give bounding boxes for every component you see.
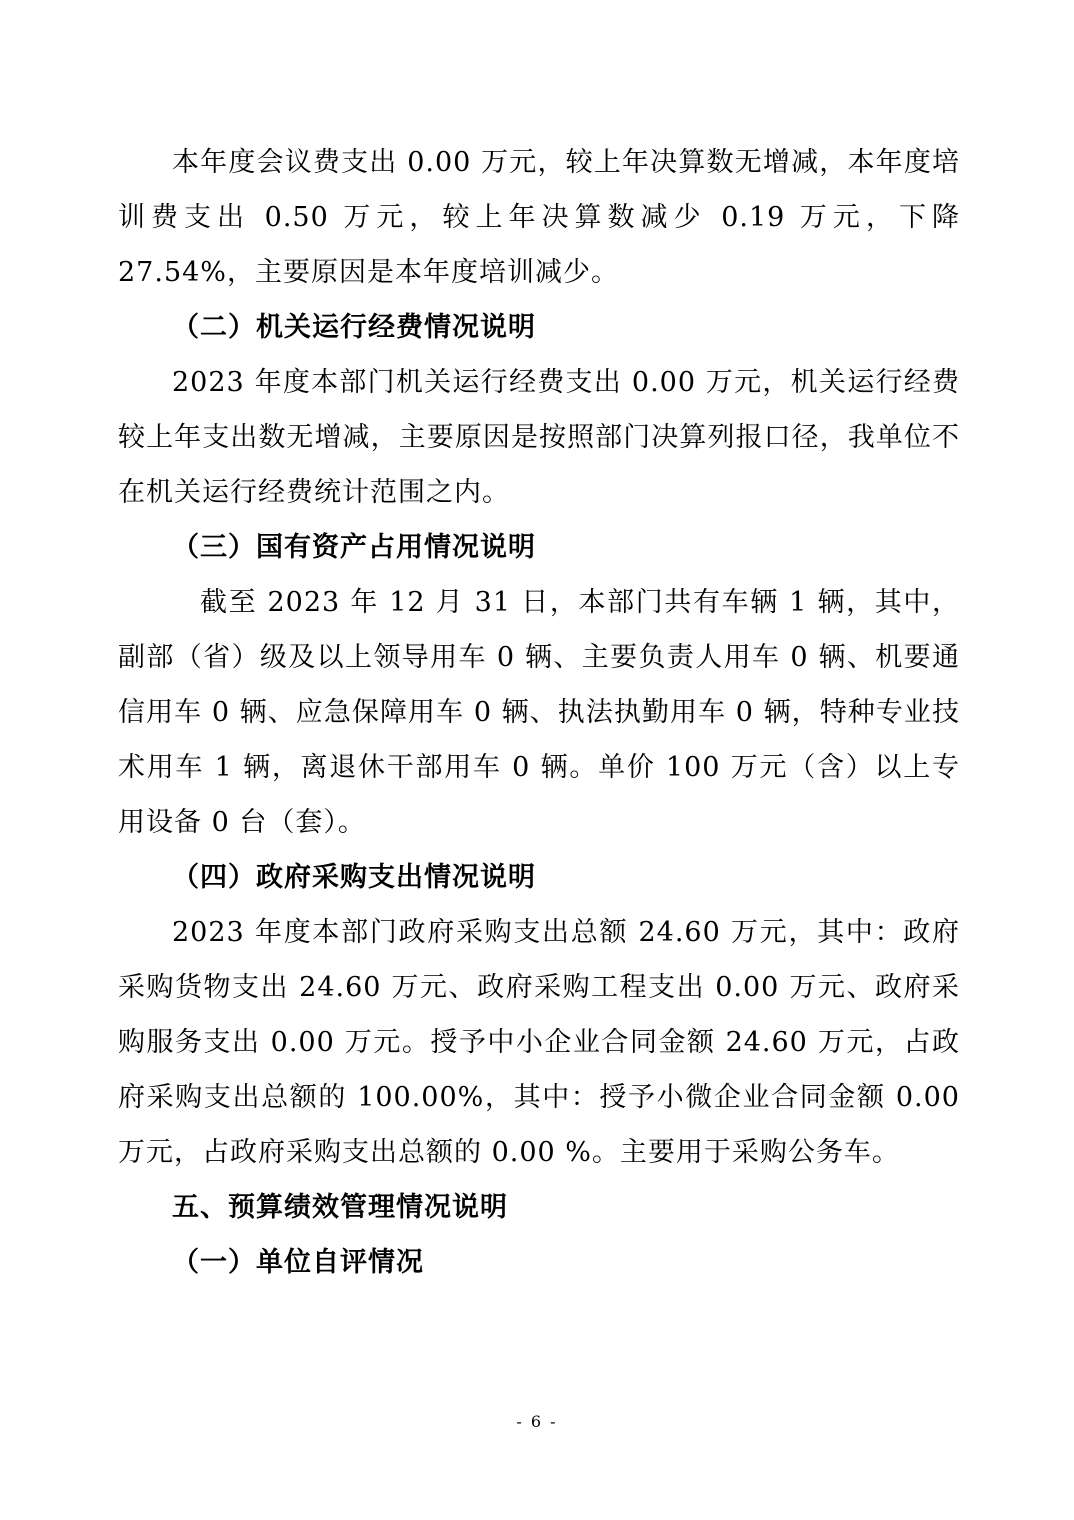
heading-operating-expense: （二）机关运行经费情况说明 bbox=[172, 312, 536, 343]
document-body bbox=[118, 135, 960, 1290]
heading-procurement: （四）政府采购支出情况说明 bbox=[172, 862, 536, 893]
paragraph-meeting-training: 本年度会议费支出 0.00 万元，较上年决算数无增减，本年度培训费支出 0.50 万元，较上年决算数减少 0.19 万元，下降 27.54%，主要原因是本年度培训减少。 bbox=[118, 147, 960, 288]
paragraph-state-assets: 截至 2023 年 12 月 31 日，本部门共有车辆 1 辆，其中，副部（省）级及以上领导用车 0 辆、主要负责人用车 0 辆、机要通信用车 0 辆、应急保障用车 0 辆、执法执勤用车 0 辆，特种专业技术用车 1 辆，离退休干部用车 0 辆。单价 100 万元（含）以上专用设备 0 台（套）。 bbox=[118, 587, 960, 838]
page-number: - 6 - bbox=[516, 1412, 558, 1431]
heading-self-evaluation: （一）单位自评情况 bbox=[172, 1247, 424, 1278]
paragraph-operating-expense: 2023 年度本部门机关运行经费支出 0.00 万元，机关运行经费较上年支出数无增减，主要原因是按照部门决算列报口径，我单位不在机关运行经费统计范围之内。 bbox=[118, 367, 960, 508]
paragraph-procurement: 2023 年度本部门政府采购支出总额 24.60 万元，其中：政府采购货物支出 24.60 万元、政府采购工程支出 0.00 万元、政府采购服务支出 0.00 万元。授予中小企业合同金额 24.60 万元，占政府采购支出总额的 100.00%，其中：授予小微企业合同金额 0.00 万元，占政府采购支出总额的 0.00 %。主要用于采购公务车。 bbox=[118, 917, 960, 1168]
heading-state-assets: （三）国有资产占用情况说明 bbox=[172, 532, 536, 563]
heading-performance: 五、预算绩效管理情况说明 bbox=[172, 1192, 508, 1223]
